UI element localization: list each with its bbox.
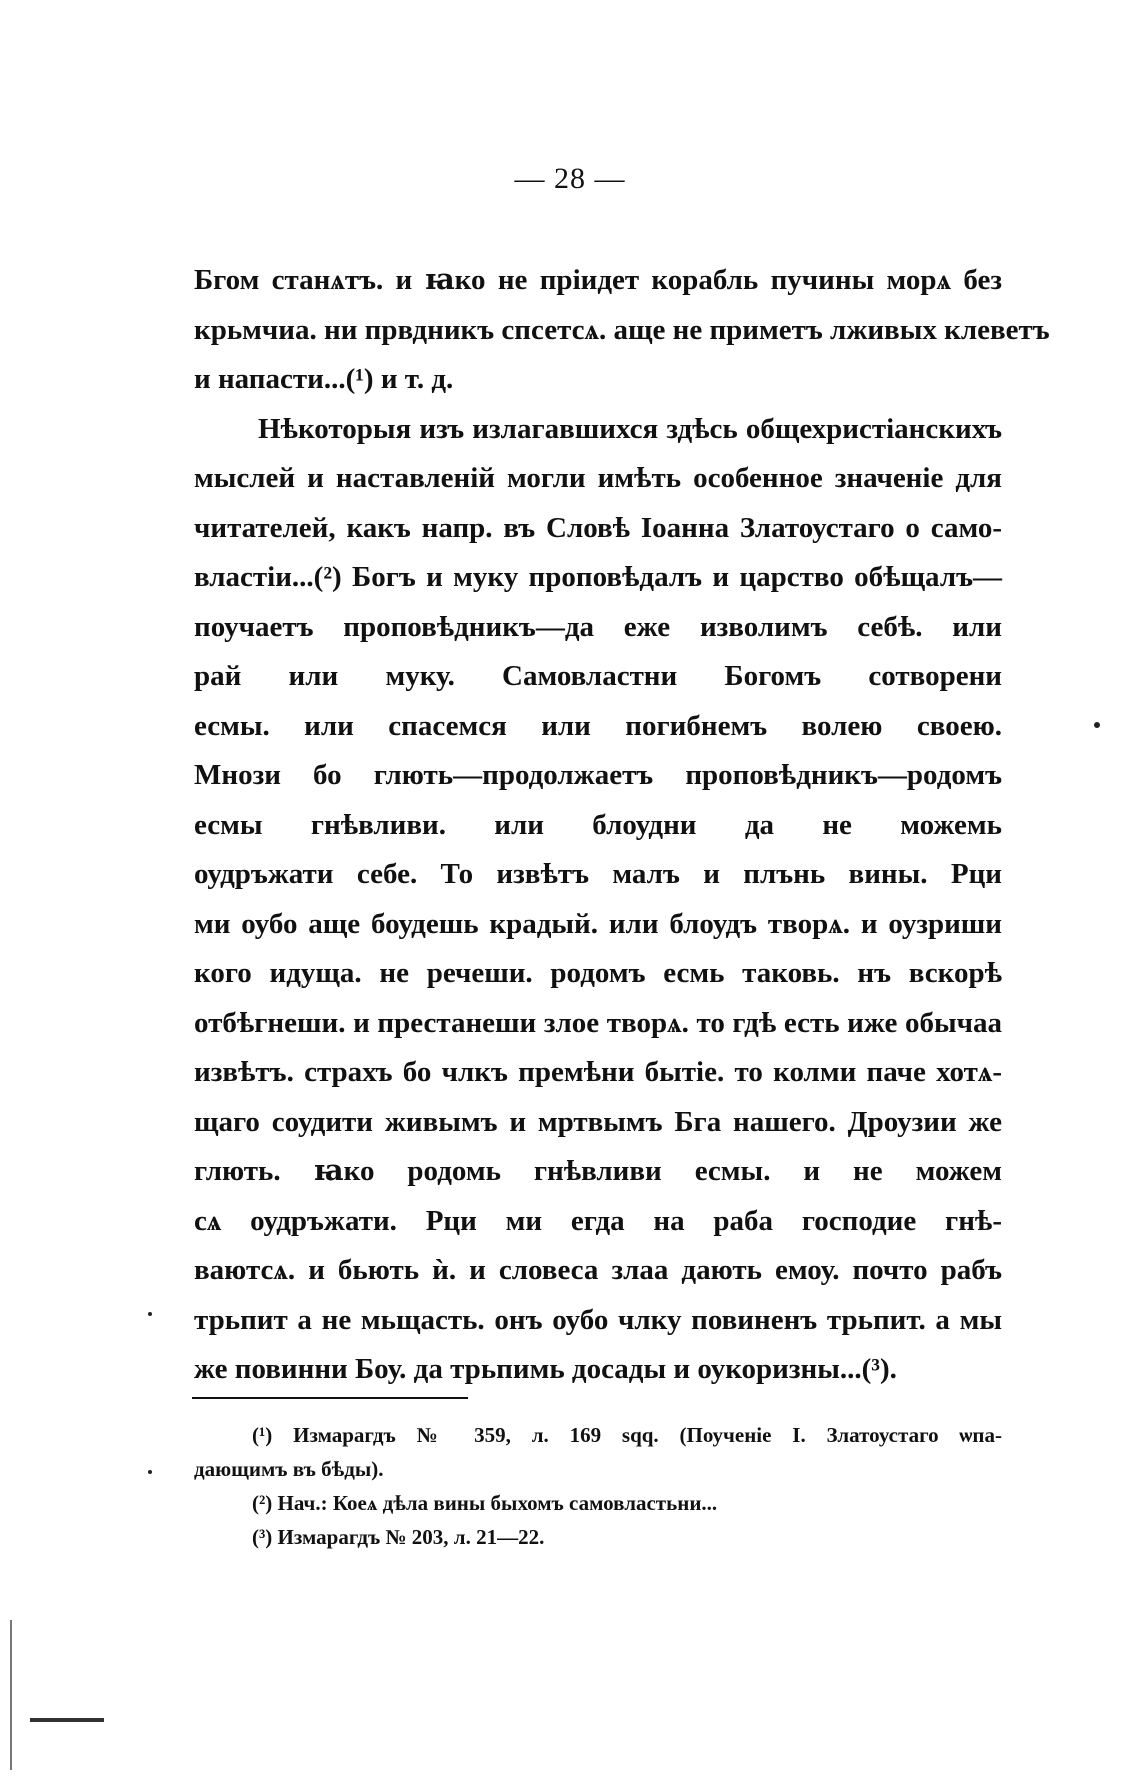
scan-speck — [148, 1312, 152, 1316]
text-line: мыслей и наставленій могли имѣть особенное значеніе для — [194, 462, 1002, 494]
text-line: есмы. или спасемся или погибнемъ волею своею. — [194, 709, 1002, 742]
footnote-line: (¹) Измарагдъ № 359, л. 169 sqq. (Поученіе І. Златоустаго ѡпа- — [252, 1423, 1002, 1447]
footnote-line: (²) Нач.: Коеѧ дѣла вины быхомъ самовластьни... — [252, 1491, 718, 1515]
margin-dash — [30, 1718, 104, 1722]
scan-speck — [1094, 722, 1100, 728]
text-line: крьмчиа. ни првдникъ спсетсѧ. аще не приметъ лживых клеветъ — [194, 313, 1050, 346]
text-line: кого идуща. не речеши. родомъ есмь таковь. нъ вскорѣ — [194, 957, 1002, 989]
text-line: сѧ оудръжати. Рци ми егда на раба господие гнѣ- — [194, 1204, 1002, 1237]
footnote-line: дающимъ въ бѣды). — [194, 1457, 384, 1481]
footnotes — [194, 1418, 1002, 1554]
text-line: глють. ꙗко родомь гнѣвливи есмы. и не можем — [194, 1155, 1002, 1187]
text-line: и напасти...(¹) и т. д. — [194, 363, 454, 395]
text-line: же повинни Боу. да трьпимь досады и оукоризны...(³). — [194, 1353, 897, 1385]
text-line: читателей, какъ напр. въ Словѣ Іоанна Златоустаго о само- — [194, 511, 1002, 544]
margin-line — [10, 1620, 12, 1770]
scan-speck — [148, 1470, 152, 1474]
text-line: рай или муку. Самовластни Богомъ сотворени — [194, 660, 1002, 692]
body-text — [194, 256, 1050, 1395]
footnote-divider — [192, 1397, 468, 1399]
text-line: Нѣкоторыя изъ излагавшихся здѣсь общехристіанскихъ — [258, 412, 1002, 445]
text-line: Мнози бо глють—продолжаетъ проповѣдникъ—родомъ — [194, 759, 1002, 791]
text-line: поучаетъ проповѣдникъ—да еже изволимъ себѣ. или — [194, 610, 1002, 643]
text-line: ми оубо аще боудешь крадый. или блоудъ творѧ. и оузриши — [194, 907, 1002, 940]
text-line: извѣтъ. страхъ бо члкъ премѣни бытіе. то колми паче хотѧ- — [194, 1056, 1002, 1088]
text-line: ваютсѧ. и бьють ѝ. и словеса злаа дають емоу. почто рабъ — [194, 1254, 1002, 1286]
footnote-line: (³) Измарагдъ № 203, л. 21—22. — [252, 1525, 545, 1549]
text-line: властіи...(²) Богъ и муку проповѣдалъ и царство обѣщалъ— — [194, 561, 1002, 593]
text-line: есмы гнѣвливи. или блоудни да не можемь — [194, 808, 1002, 841]
text-line: отбѣгнеши. и престанеши злое творѧ. то гдѣ есть иже обычаа — [194, 1006, 1002, 1039]
page-number: — 28 — — [514, 162, 626, 195]
text-line: Бгом станѧтъ. и ꙗко не пріидет корабль пучины морѧ без — [194, 264, 1002, 296]
text-line: трьпит а не мьщасть. онъ оубо члку повиненъ трьпит. а мы — [194, 1303, 1002, 1336]
text-line: щаго соудити живымъ и мртвымъ Бга нашего. Дроузии же — [194, 1105, 1002, 1138]
text-line: оудръжати себе. То извѣтъ малъ и плънь вины. Рци — [194, 858, 1002, 890]
